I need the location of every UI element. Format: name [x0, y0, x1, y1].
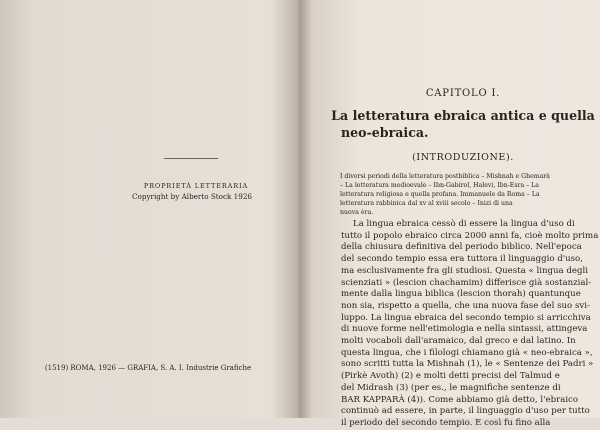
summary-line: I diversi periodi della letteratura postbiblica – Mishnah e Ghemarà	[340, 173, 550, 180]
summary-line: – La letteratura medioevale – Ibn-Gabirol, Halevi, Ibn-Esra – La	[340, 182, 539, 189]
printer-imprint: (1519) ROMA, 1926 — GRAFIA, S. A. I. Industrie Grafiche	[44, 364, 252, 372]
body-line: BAR KAPPARÀ (4)). Come abbiamo già detto, l'ebraico	[341, 394, 579, 405]
body-line: questa lingua, che i filologi chiamano già « neo-ebraica »,	[341, 347, 593, 358]
body-line: di nuove forme nell'etimologia e nella sintassi, attingeva	[341, 324, 588, 335]
body-line: non sia, rispetto a quella, che una nuova fase del suo svi-	[341, 300, 590, 311]
section-heading: (INTRODUZIONE).	[412, 152, 514, 163]
body-line: mente dalla lingua biblica (lescion thorah) quantunque	[341, 289, 581, 300]
body-line: La lingua ebraica cessò di essere la lingua d'uso di	[353, 219, 575, 229]
body-line: molti vocaboli dall'aramaico, dal greco e dal latino. In	[341, 336, 576, 347]
copyright-top-rule	[164, 158, 218, 159]
body-line: della chiusura definitiva del periodo biblico. Nell'epoca	[341, 242, 582, 253]
body-line: tutto il popolo ebraico circa 2000 anni fa, cioè molto prima	[341, 230, 599, 241]
summary-line: letteratura rabbinica dal xv al xviii secolo – Inizi di una	[340, 200, 513, 207]
right-page	[303, 4, 599, 428]
summary-line: letteratura religiosa e quella profana. Immanuele da Roma – La	[340, 191, 540, 198]
body-line: continuò ad essere, in parte, il linguaggio d'uso per tutto	[341, 406, 590, 417]
chapter-number: CAPITOLO I.	[425, 88, 501, 99]
body-line: (Pirkè Avoth) (2) e molti detti precisi del Talmud e	[341, 371, 560, 382]
copyright-line: Copyright by Alberto Stock 1926	[132, 192, 252, 201]
body-paragraph	[341, 219, 599, 430]
left-page	[10, 6, 292, 410]
body-line: del secondo tempio essa era tuttora il linguaggio d'uso,	[341, 254, 583, 265]
body-line: ma esclusivamente fra gli studiosi. Questa « lingua degli	[341, 265, 588, 276]
body-line: il periodo del secondo tempio. E così fu fino alla	[341, 417, 551, 428]
chapter-summary	[340, 172, 598, 217]
body-line: scienziati » (lescion chachamim) differisce già sostanzial-	[341, 277, 592, 288]
chapter-title-line2: neo-ebraica.	[341, 125, 429, 140]
chapter-title-line1: La letteratura ebraica antica e quella	[331, 108, 595, 123]
body-line: sono scritti tutta la Mishnah (1), le « Sentenze dei Padri »	[341, 359, 594, 370]
body-line: luppo. La lingua ebraica del secondo tempio si arricchiva	[341, 312, 591, 323]
copyright-heading: PROPRIETÀ LETTERARIA	[143, 182, 249, 190]
body-line: del Midrash (3) (per es., le magnifiche sentenze di	[341, 382, 561, 393]
summary-line: nuova èra.	[340, 209, 374, 216]
